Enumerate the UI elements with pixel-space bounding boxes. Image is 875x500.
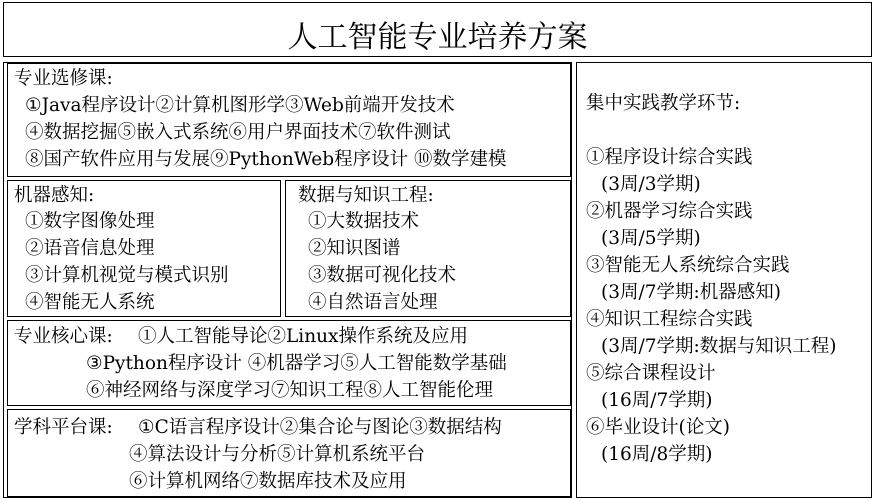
practice-item-name: ④知识工程综合实践 bbox=[586, 309, 753, 330]
core-line: ⑥神经网络与深度学习⑦知识工程⑧人工智能伦理 bbox=[86, 380, 494, 401]
electives-box bbox=[7, 63, 571, 177]
perception-label: 机器感知: bbox=[14, 185, 95, 206]
page-title: 人工智能专业培养方案 bbox=[287, 20, 588, 55]
electives-line: ①Java程序设计②计算机图形学③Web前端开发技术 bbox=[25, 95, 455, 116]
platform-box bbox=[7, 409, 571, 497]
title-box bbox=[3, 2, 872, 57]
perception-item: ②语音信息处理 bbox=[25, 238, 155, 259]
practice-item-detail: (16周/8学期) bbox=[601, 444, 713, 465]
platform-line: ①C语言程序设计②集合论与图论③数据结构 bbox=[138, 417, 502, 438]
practice-item-detail: (3周/5学期) bbox=[601, 228, 701, 249]
electives-label: 专业选修课: bbox=[14, 68, 113, 89]
practice-item-name: ⑤综合课程设计 bbox=[586, 363, 716, 384]
practice-box bbox=[576, 62, 872, 498]
perception-item: ③计算机视觉与模式识别 bbox=[25, 265, 229, 286]
core-label: 专业核心课: bbox=[14, 326, 113, 347]
practice-item-name: ①程序设计综合实践 bbox=[586, 147, 753, 168]
practice-item-name: ③智能无人系统综合实践 bbox=[586, 255, 790, 276]
data-knowledge-item: ②知识图谱 bbox=[308, 238, 401, 259]
data-knowledge-item: ④自然语言处理 bbox=[308, 292, 438, 313]
perception-item: ④智能无人系统 bbox=[25, 292, 155, 313]
core-line: ③Python程序设计 ④机器学习⑤人工智能数学基础 bbox=[86, 353, 507, 374]
practice-label: 集中实践教学环节: bbox=[586, 93, 741, 114]
platform-line: ⑥计算机网络⑦数据库技术及应用 bbox=[129, 471, 407, 492]
practice-item-name: ⑥毕业设计(论文) bbox=[586, 417, 730, 438]
practice-item-name: ②机器学习综合实践 bbox=[586, 201, 753, 222]
practice-item-detail: (3周/7学期:机器感知) bbox=[601, 282, 781, 303]
core-line: ①人工智能导论②Linux操作系统及应用 bbox=[138, 326, 468, 347]
platform-line: ④算法设计与分析⑤计算机系统平台 bbox=[129, 444, 426, 465]
data-knowledge-item: ①大数据技术 bbox=[308, 211, 420, 232]
practice-item-detail: (3周/7学期:数据与知识工程) bbox=[601, 336, 837, 357]
core-box bbox=[7, 320, 571, 406]
data-knowledge-label: 数据与知识工程: bbox=[298, 185, 434, 206]
electives-line: ⑧国产软件应用与发展⑨PythonWeb程序设计 ⑩数学建模 bbox=[25, 149, 507, 170]
practice-item-detail: (3周/3学期) bbox=[601, 174, 701, 195]
practice-item-detail: (16周/7学期) bbox=[601, 390, 713, 411]
electives-line: ④数据挖掘⑤嵌入式系统⑥用户界面技术⑦软件测试 bbox=[25, 122, 451, 143]
perception-item: ①数字图像处理 bbox=[25, 211, 155, 232]
platform-label: 学科平台课: bbox=[14, 417, 113, 438]
data-knowledge-item: ③数据可视化技术 bbox=[308, 265, 457, 286]
perception-box bbox=[7, 180, 281, 317]
data-knowledge-box bbox=[285, 180, 571, 317]
